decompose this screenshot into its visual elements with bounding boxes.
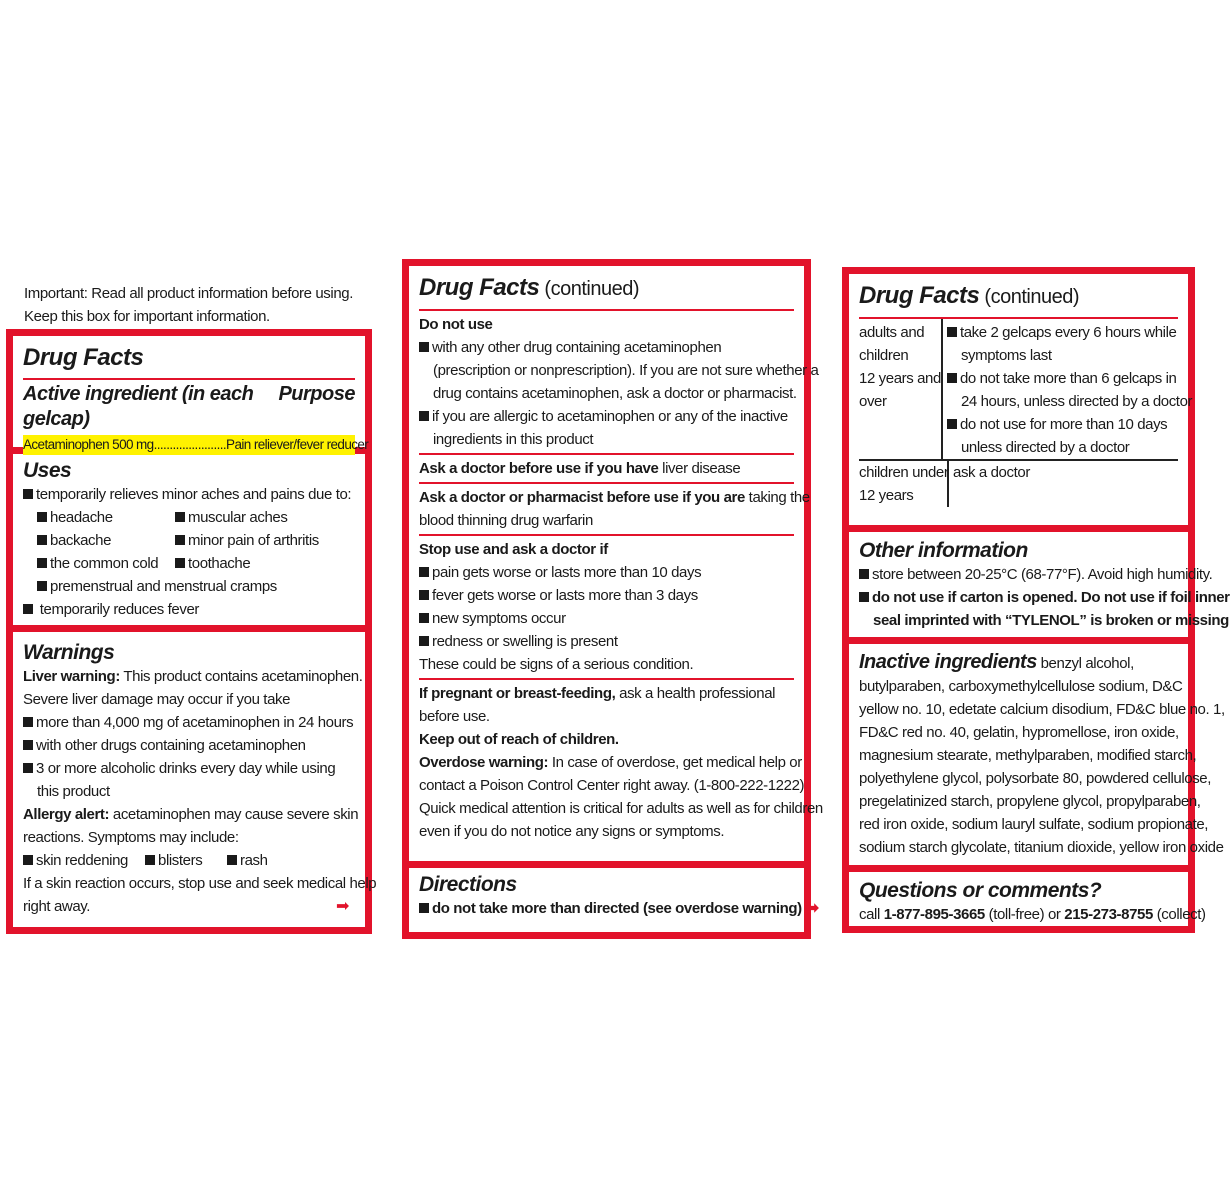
bullet-icon xyxy=(419,567,429,577)
stop-use-heading: Stop use and ask a doctor if xyxy=(419,541,608,558)
divider xyxy=(419,678,794,680)
symptoms-row xyxy=(23,849,355,872)
list-item: with other drugs containing acetaminophen xyxy=(23,734,355,757)
liver-warning-cont: Severe liver damage may occur if you take xyxy=(23,691,291,708)
inactive-line: FD&C red no. 40, gelatin, hypromellose, iron oxide, xyxy=(859,724,1179,741)
overdose-cont: contact a Poison Control Center right away. (1-800-222-1222) xyxy=(419,777,805,794)
list-item: skin reddening xyxy=(23,849,145,872)
list-item: fever gets worse or lasts more than 3 days xyxy=(419,584,794,607)
overdose-line: Overdose warning: In case of overdose, get medical help or xyxy=(419,754,802,771)
inactive-ingredients-section xyxy=(849,644,1225,872)
allergy-alert-cont: reactions. Symptoms may include: xyxy=(23,829,239,846)
intro-note xyxy=(24,282,353,328)
liver-warning: Liver warning: This product contains acetaminophen. xyxy=(23,668,363,685)
age-line: 12 years and xyxy=(859,370,941,387)
bullet-icon xyxy=(175,558,185,568)
stop-use-note: These could be signs of a serious condition. xyxy=(419,656,694,673)
allergy-alert: Allergy alert: acetaminophen may cause severe skin xyxy=(23,806,359,823)
directions-item: do not take more than directed (see overdose warning) ➡ xyxy=(419,897,794,920)
bullet-icon xyxy=(419,613,429,623)
purpose-heading: Purpose xyxy=(278,383,355,405)
inactive-line: yellow no. 10, edetate calcium disodium, FD&C blue no. 1, xyxy=(859,701,1225,718)
warnings-section xyxy=(13,632,377,924)
list-item: minor pain of arthritis xyxy=(175,529,319,552)
list-item-cont: unless directed by a doctor xyxy=(960,439,1130,456)
list-item: if you are allergic to acetaminophen or any of the inactive xyxy=(419,405,794,428)
continue-arrow-icon: ➡ xyxy=(335,898,349,915)
continued-section xyxy=(409,266,823,868)
drug-facts-title: Drug Facts xyxy=(23,344,144,371)
questions-heading: Questions or comments? xyxy=(859,879,1102,902)
dosage-age-cell xyxy=(859,319,943,459)
bullet-icon xyxy=(23,717,33,727)
list-item: do not take more than 6 gelcaps in xyxy=(947,367,1192,390)
bullet-icon xyxy=(23,489,33,499)
ask-pharmacist-cont: blood thinning drug warfarin xyxy=(419,512,593,529)
uses-section xyxy=(13,454,365,632)
bullet-icon xyxy=(37,535,47,545)
bullet-icon xyxy=(37,581,47,591)
list-item: headache xyxy=(37,506,175,529)
bullet-icon xyxy=(859,569,869,579)
intro-line-2: Keep this box for important information. xyxy=(24,308,270,325)
directions-section xyxy=(409,868,819,926)
bullet-icon xyxy=(859,592,869,602)
dosage-section xyxy=(849,274,1193,532)
bullet-icon xyxy=(419,411,429,421)
dosage-instruction-cell xyxy=(943,319,1192,459)
bullet-icon xyxy=(23,855,33,865)
bullet-icon xyxy=(23,763,33,773)
overdose-cont: even if you do not notice any signs or symptoms. xyxy=(419,823,725,840)
list-item: blisters xyxy=(145,849,227,872)
list-item: do not use if carton is opened. Do not use if foil inner xyxy=(859,586,1178,609)
list-item: store between 20-25°C (68-77°F). Avoid high humidity. xyxy=(859,563,1178,586)
bullet-icon xyxy=(419,903,429,913)
divider xyxy=(419,453,794,455)
divider xyxy=(419,482,794,484)
divider xyxy=(419,309,794,311)
active-ingredient-section xyxy=(13,336,369,454)
inactive-line: sodium starch glycolate, titanium dioxide, yellow iron oxide xyxy=(859,839,1224,856)
other-information-section xyxy=(849,532,1230,644)
overdose-cont: Quick medical attention is critical for adults as well as for children xyxy=(419,800,823,817)
list-item-cont: this product xyxy=(37,783,110,800)
age-line: children under xyxy=(859,464,949,481)
bullet-icon xyxy=(145,855,155,865)
list-item: redness or swelling is present xyxy=(419,630,794,653)
other-information-heading: Other information xyxy=(859,539,1028,562)
bullet-icon xyxy=(947,373,957,383)
uses-col-2 xyxy=(175,506,319,575)
list-item: the common cold xyxy=(37,552,175,575)
bullet-icon xyxy=(947,419,957,429)
dosage-age-cell xyxy=(859,461,949,507)
drug-facts-title: Drug Facts (continued) xyxy=(419,274,639,301)
divider xyxy=(419,534,794,536)
dosage-instruction-cell: ask a doctor xyxy=(953,464,1030,481)
active-heading-row xyxy=(23,382,355,432)
continue-arrow-icon: ➡ xyxy=(805,900,819,917)
inactive-line: pregelatinized starch, propylene glycol, propylparaben, xyxy=(859,793,1201,810)
bullet-icon xyxy=(419,590,429,600)
inactive-line: magnesium stearate, methylparaben, modified starch, xyxy=(859,747,1197,764)
dosage-row-children xyxy=(859,461,1178,507)
list-item: new symptoms occur xyxy=(419,607,794,630)
ask-pharmacist-line: Ask a doctor or pharmacist before use if you are taking the xyxy=(419,489,810,506)
drug-facts-panel-1 xyxy=(6,329,377,934)
list-item: pain gets worse or lasts more than 10 days xyxy=(419,561,794,584)
inactive-lead: Inactive ingredients benzyl alcohol, xyxy=(859,651,1134,673)
uses-grid xyxy=(23,506,355,575)
list-item-cont: 24 hours, unless directed by a doctor xyxy=(960,393,1193,410)
list-item: muscular aches xyxy=(175,506,319,529)
uses-lead: temporarily relieves minor aches and pains due to: xyxy=(23,483,355,506)
age-line: 12 years xyxy=(859,487,914,504)
skin-reaction: If a skin reaction occurs, stop use and seek medical help xyxy=(23,875,377,892)
list-item: toothache xyxy=(175,552,319,575)
drug-facts-title: Drug Facts (continued) xyxy=(859,282,1079,309)
list-item-cont: symptoms last xyxy=(960,347,1052,364)
list-item: temporarily reduces fever xyxy=(23,598,355,621)
drug-facts-panel-3 xyxy=(842,267,1230,933)
list-item-cont: (prescription or nonprescription). If you are not sure whether a xyxy=(433,362,819,379)
drug-facts-panel-2 xyxy=(402,259,823,939)
pregnancy-line: If pregnant or breast-feeding, ask a health professional xyxy=(419,685,776,702)
list-item: rash xyxy=(227,849,268,872)
bullet-icon xyxy=(23,740,33,750)
bullet-icon xyxy=(175,535,185,545)
uses-col-1 xyxy=(23,506,175,575)
age-line: adults and xyxy=(859,324,925,341)
inactive-line: polyethylene glycol, polysorbate 80, powdered cellulose, xyxy=(859,770,1211,787)
questions-phone-line: call 1-877-895-3665 (toll-free) or 215-273-8755 (collect) xyxy=(859,906,1206,923)
active-ingredient-heading: Active ingredient (in each gelcap) xyxy=(23,383,254,430)
uses-heading: Uses xyxy=(23,459,72,482)
bullet-icon xyxy=(419,342,429,352)
toll-free-phone[interactable]: 1-877-895-3665 xyxy=(883,906,985,923)
age-line: over xyxy=(859,393,887,410)
ask-doctor-line: Ask a doctor before use if you have liver disease xyxy=(419,460,741,477)
list-item: take 2 gelcaps every 6 hours while xyxy=(947,321,1192,344)
bullet-icon xyxy=(37,512,47,522)
list-item: premenstrual and menstrual cramps xyxy=(23,575,355,598)
directions-heading: Directions xyxy=(419,873,517,896)
inactive-line: butylparaben, carboxymethylcellulose sodium, D&C xyxy=(859,678,1183,695)
list-item: more than 4,000 mg of acetaminophen in 24 hours xyxy=(23,711,355,734)
bullet-icon xyxy=(227,855,237,865)
dosage-row-adults xyxy=(859,319,1193,461)
intro-line-1: Important: Read all product information before using. xyxy=(24,285,353,302)
keep-out-line: Keep out of reach of children. xyxy=(419,731,619,748)
bullet-icon xyxy=(175,512,185,522)
age-line: children xyxy=(859,347,909,364)
list-item-cont: seal imprinted with “TYLENOL” is broken or missing xyxy=(873,612,1229,629)
list-item-cont: ingredients in this product xyxy=(433,431,594,448)
bullet-icon xyxy=(419,636,429,646)
bullet-icon xyxy=(23,604,33,614)
list-item: do not use for more than 10 days xyxy=(947,413,1192,436)
pregnancy-cont: before use. xyxy=(419,708,490,725)
bullet-icon xyxy=(37,558,47,568)
list-item: with any other drug containing acetaminophen xyxy=(419,336,794,359)
warnings-heading: Warnings xyxy=(23,641,115,664)
collect-phone[interactable]: 215-273-8755 xyxy=(1064,906,1153,923)
divider xyxy=(23,378,355,380)
list-item: 3 or more alcoholic drinks every day while using xyxy=(23,757,355,780)
active-ingredient-line: Acetaminophen 500 mg.......................Pain reliever/fever reducer xyxy=(23,435,355,455)
do-not-use-heading: Do not use xyxy=(419,316,493,333)
questions-section xyxy=(849,872,1206,932)
inactive-line: red iron oxide, sodium lauryl sulfate, sodium propionate, xyxy=(859,816,1209,833)
list-item-cont: drug contains acetaminophen, ask a doctor or pharmacist. xyxy=(433,385,797,402)
list-item: backache xyxy=(37,529,175,552)
skin-reaction-cont: right away. ➡ xyxy=(23,895,355,918)
bullet-icon xyxy=(947,327,957,337)
